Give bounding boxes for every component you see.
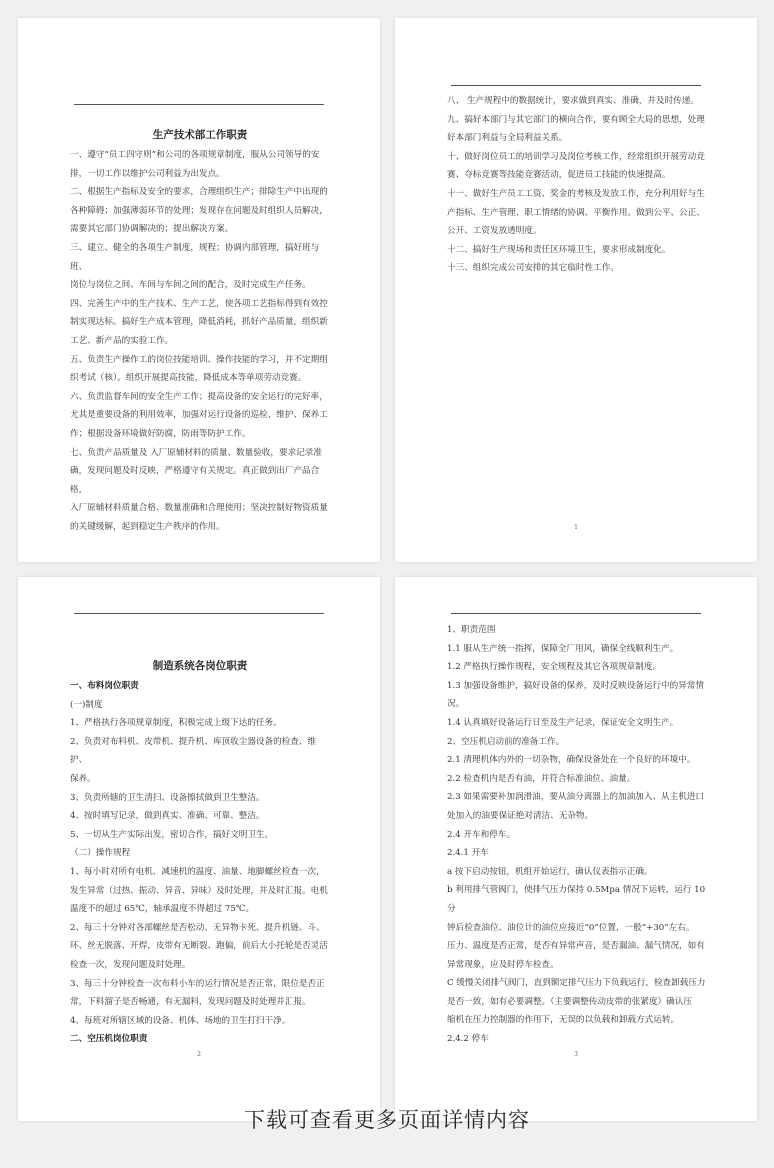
text-line: 二、根据生产指标及安全的要求，合理组织生产；排除生产中出现的 bbox=[70, 187, 328, 198]
text-line: 好本部门利益与全局利益关系。 bbox=[447, 133, 568, 144]
text-line: 十一、做好生产员工工资、奖金的考核及发放工作，充分利用好与生 bbox=[447, 188, 705, 199]
text-line: 四、完善生产中的生产技术、生产工艺，使各项工艺指标得到有效控 bbox=[70, 298, 328, 309]
document-page-4 bbox=[395, 577, 757, 1121]
text-line: 尤其是重要设备的利用效率，加强对运行设备的巡检、维护、保养工 bbox=[70, 410, 328, 421]
text-line: 1、每小时对所有电机、减速机的温度、油量、地脚螺丝检查一次， bbox=[70, 866, 325, 877]
text-line: a 按下启动按钮，机组开始运行，确认仪表指示正确。 bbox=[447, 866, 653, 877]
text-line: 作；根据设备环境做好防腐，防雨等防护工作。 bbox=[70, 428, 251, 439]
text-line: 3、每三十分钟检查一次布料小车的运行情况是否正常，限位是否正 bbox=[70, 978, 325, 989]
section-heading: 二、空压机岗位职责 bbox=[70, 1034, 148, 1045]
text-line: 制实现达标。搞好生产成本管理，降低消耗，抓好产品质量，组织新 bbox=[70, 317, 328, 328]
text-line: 2、空压机启动前的准备工作。 bbox=[447, 736, 565, 747]
text-line: 一、遵守“员工四守则”和公司的各项规章制度，服从公司领导的安 bbox=[70, 150, 320, 160]
text-line: 处加入的油要保证绝对清洁、无杂物。 bbox=[447, 810, 594, 821]
text-line: 八、 生产规程中的数据统计，要求做到真实、准确，并及时传递。 bbox=[447, 96, 699, 106]
text-line: 公开、工资发放透明度。 bbox=[447, 226, 542, 237]
page-number: 3 bbox=[574, 1051, 578, 1058]
text-line: 温度不的超过 65℃，轴承温度不得超过 75℃。 bbox=[70, 904, 255, 915]
text-line: 2.1 清理机体内外的一切杂物，确保设备处在一个良好的环境中。 bbox=[447, 755, 696, 766]
document-page-2 bbox=[395, 18, 757, 562]
page-number: 2 bbox=[197, 1051, 201, 1058]
text-line: 织考试（核）。组织开展提高技能，降低成本等单项劳动竞赛。 bbox=[70, 373, 307, 384]
text-line: 各种障碍；加强薄弱环节的处理；发现存在问题及时组织人员解决， bbox=[70, 205, 328, 216]
text-line: 十三、组织完成公司安排的其它临时性工作。 bbox=[447, 263, 619, 274]
page-body bbox=[70, 124, 330, 536]
text-line: 环、丝无脱落、开焊，皮带有无断裂、跑偏，前后大小托轮是否灵活 bbox=[70, 941, 328, 952]
text-line: 4、每班对所辖区域的设备、机体、场地的卫生打扫干净。 bbox=[70, 1015, 291, 1026]
text-line: 六、负责监督车间的安全生产工作；提高设备的安全运行的完好率， bbox=[70, 391, 328, 402]
text-line: 工艺、新产品的实验工作。 bbox=[70, 335, 174, 346]
text-line: 七、负责产品质量及 入厂原辅材料的质量、数量验收，要求记录准 bbox=[70, 447, 322, 458]
text-line: 的关键缓解，起到稳定生产秩序的作用。 bbox=[70, 521, 225, 532]
text-line: （二）操作规程 bbox=[70, 848, 131, 859]
document-page-1 bbox=[18, 18, 380, 562]
text-line: 1、职责范围 bbox=[447, 625, 496, 635]
text-line: 钟后检查油位、油位计的油位应接近“0”位置，一般“+30”左右。 bbox=[447, 922, 695, 933]
text-line: 2、负责对布料机、皮带机、提升机、库顶收尘器设备的检查、维护、 bbox=[70, 736, 317, 766]
text-line: 异常现象，应及时停车检查。 bbox=[447, 959, 559, 970]
text-line: 2.4.2 停车 bbox=[447, 1034, 489, 1045]
page-body bbox=[447, 621, 707, 1049]
text-line: 常，下料溜子是否畅通，有无漏料，发现问题及时处理并汇报。 bbox=[70, 997, 311, 1008]
page-body bbox=[70, 655, 330, 1049]
text-line: 发生异常（过热、振动、异音、异味）及时处理，并及时汇报。电机 bbox=[70, 885, 328, 896]
text-line: 五、负责生产操作工的岗位技能培训、操作技能的学习，并不定期组 bbox=[70, 354, 328, 365]
text-line: 2.3 如果需要补加润滑油，要从油分离器上的加油加入、从主机进口 bbox=[447, 792, 705, 803]
text-line: 4、按时填写记录，做到真实、准确、可靠、整洁。 bbox=[70, 811, 265, 822]
text-line: 2.4.1 开车 bbox=[447, 848, 489, 859]
text-line: C 缓慢关闭排气阀门，直到额定排气压力下负载运行，检查卸载压力 bbox=[447, 978, 706, 989]
text-line: 三、建立、健全的各项生产制度，规程；协调内部管理，搞好班与班、 bbox=[70, 242, 320, 272]
page-body bbox=[447, 92, 707, 278]
text-line: (一)制度 bbox=[70, 699, 103, 710]
text-line: 赛、夺标竞赛等技能竞赛活动，促进员工技能的快速提高。 bbox=[447, 170, 671, 181]
header-rule bbox=[451, 613, 701, 614]
header-rule bbox=[451, 85, 701, 86]
text-line: 缩机在压力控制器的作用下，无误的以负载和卸载方式运转。 bbox=[447, 1015, 680, 1026]
text-line: 1.4 认真填好设备运行日至及生产记录，保证安全文明生产。 bbox=[447, 717, 679, 728]
text-line: 压力、温度是否正常，是否有异常声音，是否漏油、漏气情况，如有 bbox=[447, 941, 705, 952]
text-line: 岗位与岗位之间、车间与车间之间的配合，及时完成生产任务。 bbox=[70, 280, 311, 291]
page-title: 制造系统各岗位职责 bbox=[152, 660, 248, 672]
text-line: 检查一次，发现问题及时处理。 bbox=[70, 959, 191, 970]
page-number: 1 bbox=[574, 524, 578, 531]
text-line: 1.1 服从生产统一指挥，保障全厂用风，确保全线顺利生产。 bbox=[447, 643, 679, 654]
text-line: 2.2 检查机内是否有油，并符合标准油位、油量。 bbox=[447, 773, 636, 784]
text-line: 况。 bbox=[447, 699, 465, 710]
text-line: b 利用排气管阀门，使排气压力保持 0.5Mpa 情况下运转，运行 10 分 bbox=[447, 885, 706, 914]
text-line: 3、负责所辖的卫生清扫、设备擦拭做到卫生整洁。 bbox=[70, 792, 265, 803]
text-line: 产指标、生产管理、职工情绪的协调、平衡作用。做到公平、公正、 bbox=[447, 207, 705, 218]
document-page-3 bbox=[18, 577, 380, 1121]
header-rule bbox=[74, 104, 324, 105]
text-line: 1.2 严格执行操作规程，安全规程及其它各项规章制度。 bbox=[447, 662, 662, 673]
text-line: 5、一切从生产实际出发，密切合作，搞好文明卫生。 bbox=[70, 829, 274, 840]
text-line: 保养。 bbox=[70, 773, 96, 784]
download-more-caption[interactable]: 下载可查看更多页面详情内容 bbox=[244, 1108, 530, 1132]
header-rule bbox=[74, 613, 324, 614]
text-line: 十二、搞好生产现场和责任区环境卫生，要求形成制度化。 bbox=[447, 244, 671, 255]
text-line: 需要其它部门协调解决的；提出解决方案。 bbox=[70, 224, 234, 235]
text-line: 1、严格执行各项规章制度，积极完成上级下达的任务。 bbox=[70, 718, 282, 729]
text-line: 十、做好岗位员工的培训学习及岗位考核工作，经常组织开展劳动竞 bbox=[447, 151, 705, 162]
text-line: 是否一致，如有必要调整。（主要调整传动皮带的张紧度）确认压 bbox=[447, 996, 692, 1007]
text-line: 入厂原辅材料质量合格、数量准确和合理使用；坚决控制好物资质量 bbox=[70, 503, 328, 514]
text-line: 九、搞好本部门与其它部门的横向合作，要有顾全大局的思想，处理 bbox=[447, 114, 705, 125]
text-line: 1.3 加强设备维护，搞好设备的保养，及时反映设备运行中的异常情 bbox=[447, 680, 705, 691]
text-line: 确，发现问题及时反映，严格遵守有关规定。真正做到出厂产品合格， bbox=[70, 466, 320, 495]
text-line: 2、每三十分钟对各部螺丝是否松动、无异物卡死、提升机链、斗、 bbox=[70, 922, 325, 933]
text-line: 2.4 开车和停车。 bbox=[447, 829, 515, 840]
page-title: 生产技术部工作职责 bbox=[152, 129, 248, 141]
text-line: 排，一切工作以维护公司利益为出发点。 bbox=[70, 168, 225, 179]
section-heading: 一、布料岗位职责 bbox=[70, 681, 139, 691]
